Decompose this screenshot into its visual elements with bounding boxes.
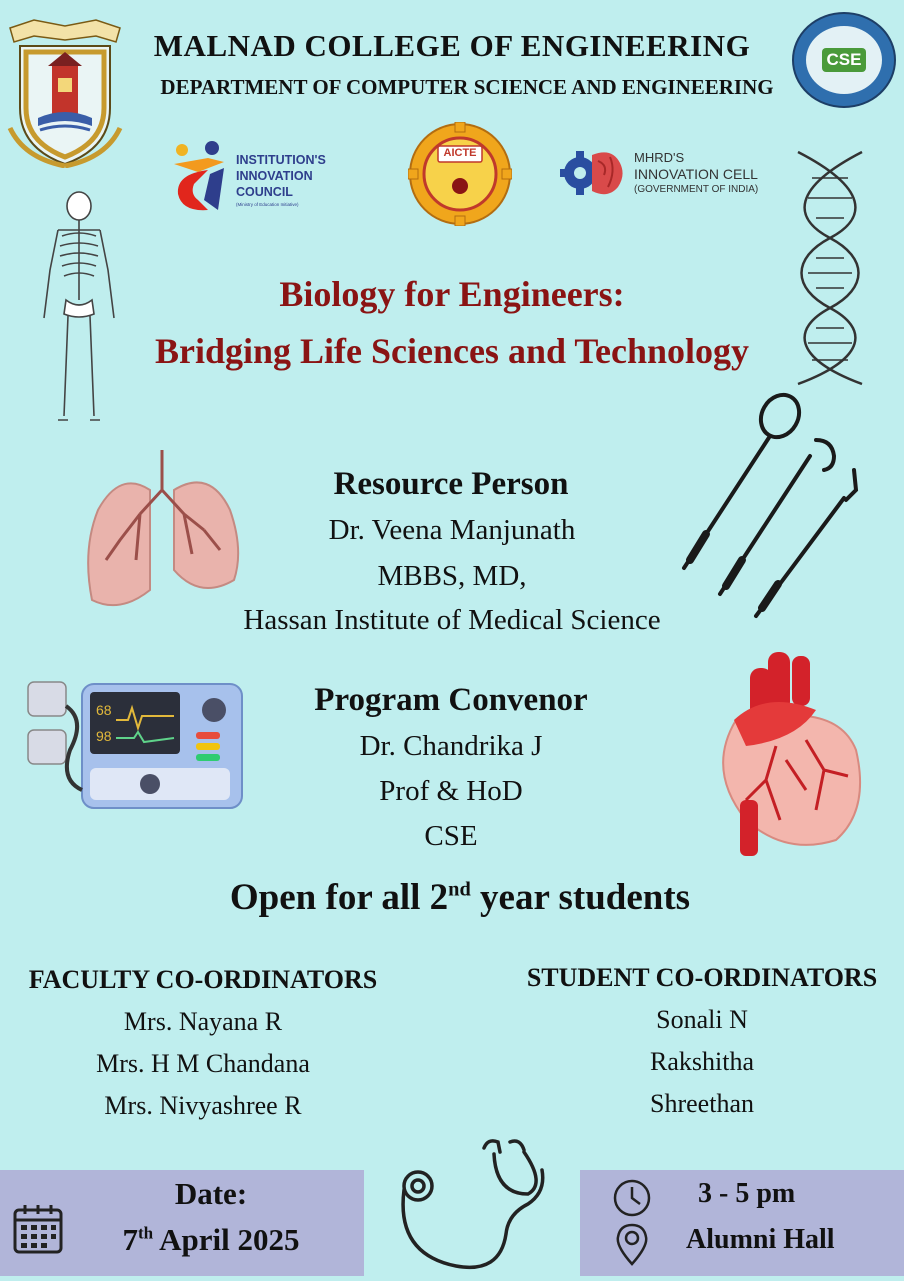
convenor-designation: Prof & HoD (379, 775, 523, 807)
audience-prefix: Open for all 2 (229, 877, 449, 918)
aicte-logo (408, 122, 512, 226)
iic-line2: INNOVATION (236, 169, 313, 183)
iic-logo-icon (168, 140, 232, 214)
clock-icon (612, 1178, 652, 1218)
event-title-line1: Biology for Engineers: (279, 274, 625, 314)
audience-suffix: year students (470, 877, 691, 918)
faculty-name-1: Mrs. Nayana R (123, 1007, 283, 1036)
cse-logo (790, 10, 898, 110)
mhrd-line1: MHRD'S (634, 150, 685, 165)
audience-sup: nd (448, 878, 471, 901)
mhrd-line3: (GOVERNMENT OF INDIA) (634, 184, 759, 195)
date-sup: th (137, 1223, 154, 1243)
aicte-text: AICTE (443, 147, 477, 159)
resource-name: Dr. Veena Manjunath (328, 514, 576, 546)
faculty-name-3: Mrs. Nivyashree R (104, 1091, 302, 1120)
date-label: Date: (174, 1176, 248, 1211)
iic-line3: COUNCIL (236, 185, 293, 199)
student-coordinators (500, 963, 904, 1125)
mhrd-line2: INNOVATION CELL (634, 166, 758, 182)
stethoscope-icon (396, 1134, 556, 1276)
convenor-name: Dr. Chandrika J (359, 730, 543, 762)
iic-sub: (Ministry of Education Initiative) (236, 202, 299, 207)
date-rest: April 2025 (153, 1222, 300, 1257)
event-title-line2: Bridging Life Sciences and Technology (154, 331, 750, 371)
heart-icon (706, 650, 866, 860)
brain-gear-icon (560, 145, 624, 201)
venue-value: Alumni Hall (686, 1224, 835, 1255)
faculty-heading: FACULTY CO-ORDINATORS (28, 965, 378, 994)
convenor-heading: Program Convenor (314, 682, 588, 718)
department-name: DEPARTMENT OF COMPUTER SCIENCE AND ENGINEERING (160, 75, 774, 99)
location-pin-icon (614, 1222, 650, 1266)
time-value: 3 - 5 pm (698, 1178, 796, 1209)
student-name-3: Shreethan (650, 1089, 754, 1118)
college-name: MALNAD COLLEGE OF ENGINEERING (153, 28, 751, 63)
resource-heading: Resource Person (333, 466, 569, 502)
iic-text (236, 152, 326, 210)
faculty-name-2: Mrs. H M Chandana (96, 1049, 310, 1078)
resource-qualification: MBBS, MD, (377, 560, 527, 592)
resource-institution: Hassan Institute of Medical Science (243, 604, 661, 636)
date-value (66, 1222, 356, 1258)
convenor-dept: CSE (424, 820, 478, 852)
monitor-reading-2: 98 (96, 728, 112, 744)
faculty-coordinators (0, 965, 406, 1127)
medical-monitor-icon (26, 680, 248, 814)
mhrd-text (634, 150, 758, 198)
audience-line (0, 876, 904, 919)
date-day: 7 (122, 1222, 138, 1257)
cse-logo-text: CSE (826, 50, 862, 69)
iic-line1: INSTITUTION'S (236, 153, 326, 167)
dental-tools-icon (676, 390, 866, 620)
student-name-2: Rakshitha (650, 1047, 754, 1076)
monitor-reading-1: 68 (96, 702, 112, 718)
calendar-icon (12, 1203, 64, 1255)
student-name-1: Sonali N (656, 1005, 748, 1034)
student-heading: STUDENT CO-ORDINATORS (526, 963, 878, 992)
